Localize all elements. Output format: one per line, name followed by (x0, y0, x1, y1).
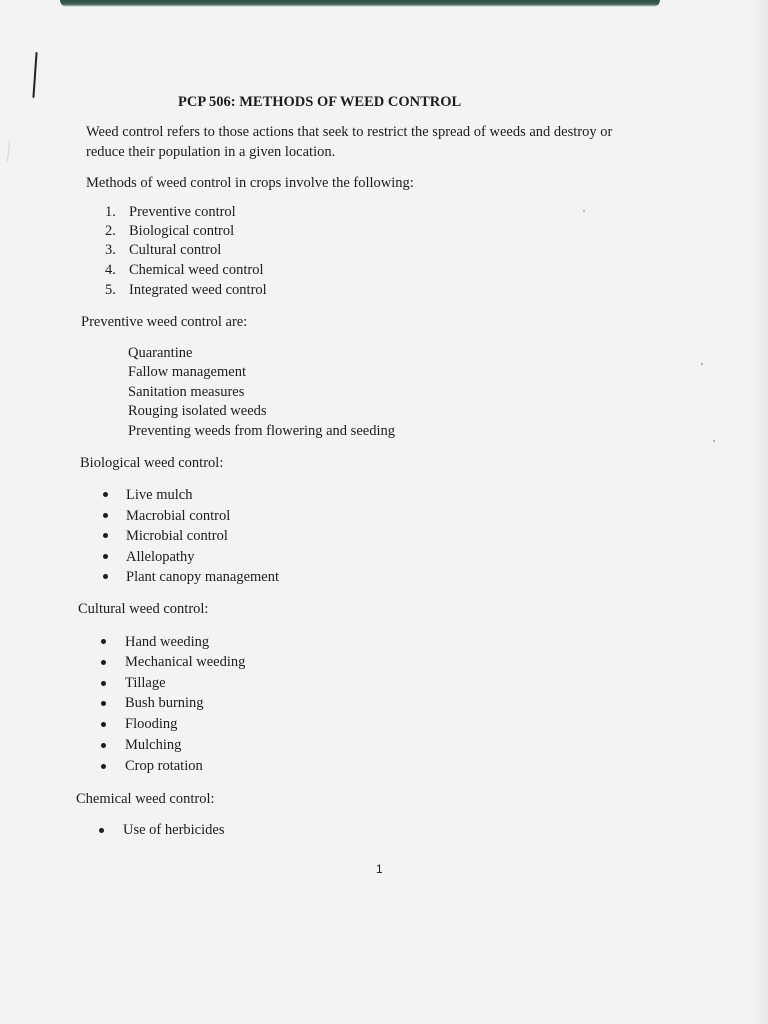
method-number: 5. (105, 282, 116, 298)
bullet-icon (101, 639, 106, 644)
preventive-item: Fallow management (128, 364, 246, 380)
biological-heading: Biological weed control: (80, 455, 224, 471)
intro-line-2: reduce their population in a given location. (86, 144, 336, 160)
chemical-heading: Chemical weed control: (76, 791, 215, 807)
preventive-item: Sanitation measures (128, 384, 245, 400)
bullet-icon (103, 574, 108, 579)
biological-item: Microbial control (126, 528, 228, 544)
scan-speck (713, 440, 715, 442)
bullet-icon (101, 764, 106, 769)
scanner-edge-band (60, 0, 660, 7)
cultural-item: Flooding (125, 716, 178, 732)
method-item: Cultural control (129, 242, 222, 258)
method-number: 1. (105, 204, 116, 220)
cultural-item: Tillage (125, 675, 166, 691)
bullet-icon (101, 722, 106, 727)
method-item: Chemical weed control (129, 262, 264, 278)
bullet-icon (103, 492, 108, 497)
cultural-item: Bush burning (125, 695, 204, 711)
biological-item: Macrobial control (126, 508, 231, 524)
preventive-item: Quarantine (128, 345, 193, 361)
bullet-icon (101, 743, 106, 748)
biological-item: Allelopathy (126, 549, 195, 565)
document-title: PCP 506: METHODS OF WEED CONTROL (178, 94, 462, 110)
cultural-heading: Cultural weed control: (78, 601, 209, 617)
bullet-icon (101, 681, 106, 686)
method-number: 3. (105, 242, 116, 258)
preventive-item: Preventing weeds from flowering and seeding (128, 423, 395, 439)
pen-mark (32, 52, 37, 98)
faint-mark (7, 140, 10, 162)
intro-line-1: Weed control refers to those actions that seek to restrict the spread of weeds and destroy or (86, 124, 613, 140)
biological-item: Live mulch (126, 487, 193, 503)
bullet-icon (103, 554, 108, 559)
method-number: 4. (105, 262, 116, 278)
methods-heading: Methods of weed control in crops involve the following: (86, 175, 414, 191)
method-item: Preventive control (129, 204, 236, 220)
scan-speck (583, 210, 585, 212)
method-item: Biological control (129, 223, 235, 239)
cultural-item: Crop rotation (125, 758, 203, 774)
bullet-icon (99, 828, 104, 833)
scanner-shadow (754, 0, 768, 1024)
scan-speck (701, 363, 703, 365)
bullet-icon (103, 513, 108, 518)
cultural-item: Hand weeding (125, 634, 210, 650)
method-number: 2. (105, 223, 116, 239)
biological-item: Plant canopy management (126, 569, 280, 585)
cultural-item: Mechanical weeding (125, 654, 246, 670)
method-item: Integrated weed control (129, 282, 267, 298)
preventive-item: Rouging isolated weeds (128, 403, 267, 419)
bullet-icon (101, 660, 106, 665)
chemical-item: Use of herbicides (123, 822, 225, 838)
page-number: 1 (376, 862, 383, 876)
cultural-item: Mulching (125, 737, 182, 753)
preventive-heading: Preventive weed control are: (81, 314, 248, 330)
bullet-icon (103, 533, 108, 538)
bullet-icon (101, 701, 106, 706)
